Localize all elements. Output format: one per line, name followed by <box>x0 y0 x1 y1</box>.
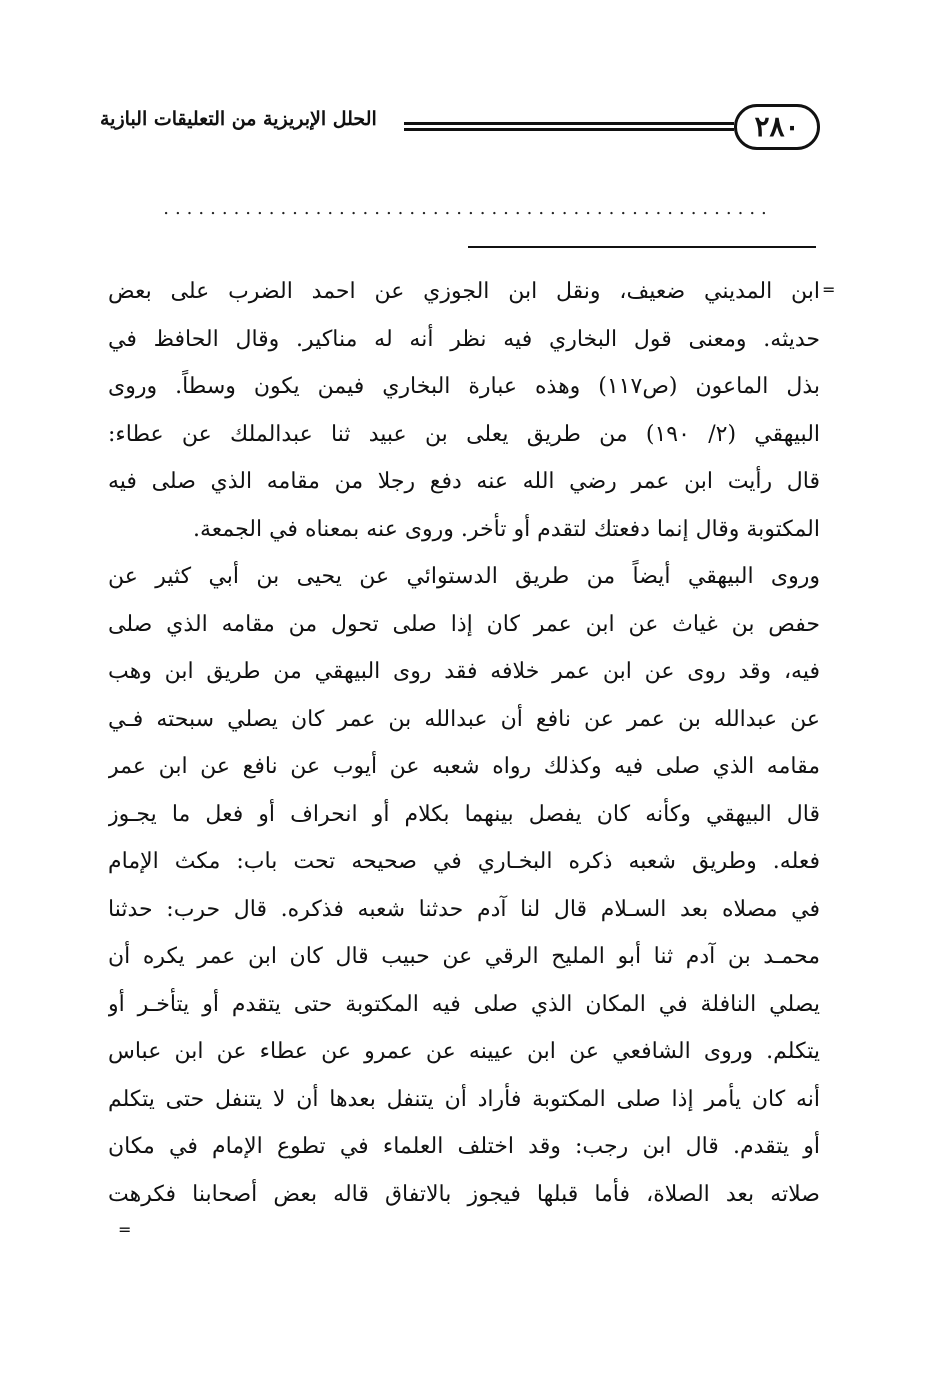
text-line: بذل الماعون (ص١١٧) وهذه عبارة البخاري فيمن يكون وسطاً. وروى <box>108 374 820 399</box>
text-line: حديثه. ومعنى قول البخاري فيه نظر أنه له مناكير. وقال الحافظ في <box>108 326 820 352</box>
text-line: صلاته بعد الصلاة، فأما قبلها فيجوز بالاتفاق قاله بعض أصحابنا فكرهت <box>108 1181 820 1207</box>
footnote-text <box>108 268 820 1218</box>
text-line: أنه كان يأمر إذا صلى المكتوبة فأراد أن يتنفل بعدها أن لا يتنفل حتى يتكلم <box>108 1086 820 1112</box>
text-line: عن عبدالله بن عمر عن نافع أن عبدالله بن عمر كان يصلي سبحته فـي <box>108 706 820 732</box>
text-line: مقامه الذي صلى فيه وكذلك رواه شعبه عن أيوب عن نافع عن ابن عمر <box>108 754 820 779</box>
text-line: المكتوبة وقال إنما دفعتك لتقدم أو تأخر. وروى عنه بمعناه في الجمعة. <box>192 516 820 542</box>
continuation-mark-start: = <box>822 280 836 299</box>
continuation-mark-end: = <box>118 1220 132 1239</box>
text-line: محمـد بن آدم ثنا أبو المليح الرقي عن حبيب قال كان ابن عمر يكره أن <box>108 944 820 969</box>
dotted-separator: .................................................... <box>163 198 773 218</box>
text-line: قال رأيت ابن عمر رضي الله عنه دفع رجلا من مقامه الذي صلى فيه <box>108 469 820 494</box>
text-line: يصلي النافلة في المكان الذي صلى فيه المكتوبة حتى يتقدم أو يتأخـر أو <box>108 991 820 1017</box>
text-line: قال البيهقي وكأنه كان يفصل بينهما بكلام أو انحراف أو فعل ما يجـوز <box>108 801 820 827</box>
text-line: وروى البيهقي أيضاً من طريق الدستوائي عن يحيى بن أبي كثير عن <box>108 564 820 589</box>
text-line: ابن المديني ضعيف، ونقل ابن الجوزي عن احمد الضرب على بعض <box>108 279 820 304</box>
text-line: في مصلاه بعد السـلام قال لنا آدم حدثنا شعبه فذكره. قال حرب: حدثنا <box>108 896 820 922</box>
header-divider <box>404 122 734 131</box>
page-number: ٢٨٠ <box>734 104 820 150</box>
text-line: فيه، وقد روى عن ابن عمر خلافه فقد روى البيهقي من طريق ابن وهب <box>108 659 820 684</box>
text-line: حفص بن غياث عن ابن عمر كان إذا صلى تحول من مقامه الذي صلى <box>108 611 820 637</box>
page-header <box>100 104 820 160</box>
text-line: البيهقي (٢/ ١٩٠) من طريق يعلى بن عبيد ثنا عبدالملك عن عطاء: <box>108 421 820 447</box>
footnote-rule <box>468 246 816 248</box>
text-line: أو يتقدم. قال ابن رجب: وقد اختلف العلماء في تطوع الإمام في مكان <box>108 1134 820 1159</box>
text-line: فعله. وطريق شعبه ذكره البخـاري في صحيحه تحت باب: مكث الإمام <box>108 849 820 874</box>
book-title: الحلل الإبريزية من التعليقات البازية <box>100 108 377 130</box>
text-line: يتكلم. وروى الشافعي عن ابن عيينه عن عمرو عن عطاء عن ابن عباس <box>108 1039 820 1064</box>
